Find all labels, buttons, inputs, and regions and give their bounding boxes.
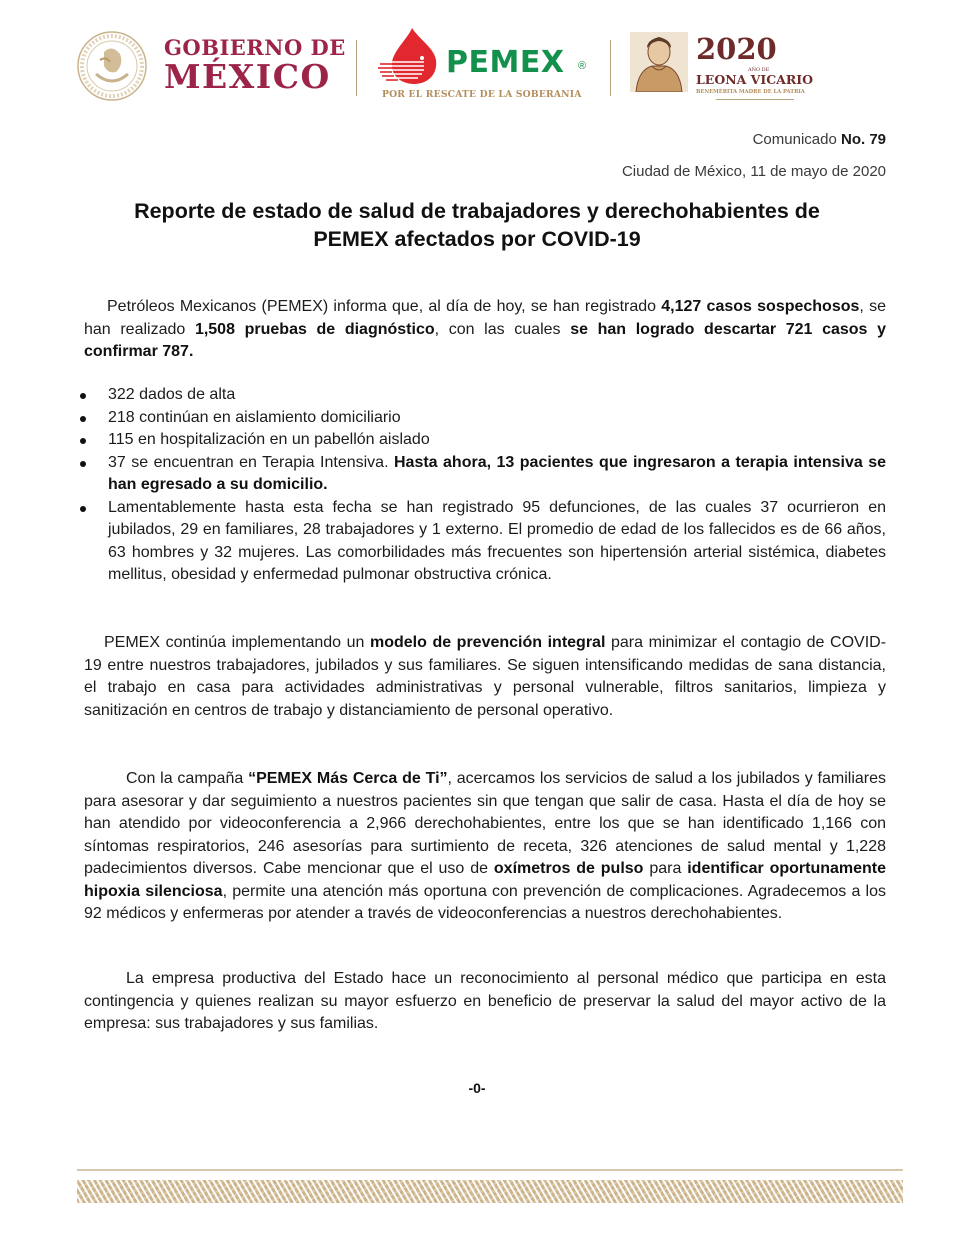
footer-decorative-pattern bbox=[77, 1180, 903, 1203]
footer-divider bbox=[77, 1169, 903, 1171]
bullet-icon bbox=[80, 506, 86, 512]
paragraph-acknowledgement bbox=[84, 968, 886, 1036]
text-run: Con la campaña bbox=[126, 770, 249, 787]
list-item bbox=[84, 429, 886, 452]
pemex-slogan: POR EL RESCATE DE LA SOBERANIA bbox=[382, 89, 582, 100]
letterhead bbox=[72, 22, 812, 108]
list-item-text: 115 en hospitalización en un pabellón aislado bbox=[108, 431, 430, 448]
paragraph-prevention bbox=[84, 632, 886, 722]
paragraph-campaign bbox=[84, 768, 886, 926]
list-item-text: Lamentablemente hasta esta fecha se han registrado 95 defunciones, de las cuales 37 ocurrieron en jubilados, 29 en familiares, 28 trabajadores y 1 externo. El promedio de edad de los fallecidos es de 66 años, 63 hombres y 32 mujeres. Las comorbilidades más frecuentes son hipertensión arterial sistémica, diabetes mellitus, obesidad y enfermedad pulmonar obstructiva crónica. bbox=[108, 498, 886, 583]
list-item-text: 37 se encuentran en Terapia Intensiva. bbox=[108, 453, 394, 471]
bold-run: modelo de prevención integral bbox=[369, 634, 606, 651]
pemex-logo bbox=[378, 28, 598, 108]
list-item-text: 218 continúan en aislamiento domiciliario bbox=[108, 408, 401, 426]
list-item-bold: Hasta ahora, 13 pacientes que ingresaron a terapia intensiva se han egresado a su domicilio. bbox=[108, 453, 886, 493]
end-of-document-mark: -0- bbox=[468, 1080, 486, 1096]
leona-vicario-2020-logo bbox=[630, 32, 820, 108]
text-run: para bbox=[643, 860, 688, 877]
registered-trademark-icon: ® bbox=[578, 60, 587, 72]
text-run: , con las cuales bbox=[434, 320, 571, 338]
text-run: , acercamos los servicios de salud a los jubilados y familiares para asesorar y dar seguimiento a nuestros pacientes sin que tengan que salir de casa. Hasta el día de hoy se han atendido por videoconferencia a 2,966 derechohabientes, entre los que se han identificado 1,166 con síntomas respiratorios, 246 asesorías para surtimiento de receta, 326 atenciones de salud mental y 1,228 padecimientos diversos. Cabe mencionar que el uso de bbox=[84, 770, 886, 877]
leona-ano-de: AÑO DE bbox=[748, 67, 770, 73]
document-title bbox=[50, 197, 904, 253]
bullet-icon bbox=[80, 416, 86, 422]
leona-name: LEONA VICARIO bbox=[696, 72, 813, 87]
paragraph-intro bbox=[84, 296, 886, 364]
leona-year: 2020 bbox=[696, 32, 777, 66]
logo-divider bbox=[356, 40, 357, 96]
text-run: Petróleos Mexicanos (PEMEX) informa que, al día de hoy, se han registrado bbox=[107, 298, 662, 315]
date-line: Ciudad de México, 11 de mayo de 2020 bbox=[621, 163, 886, 180]
gobierno-de-mexico-logo bbox=[164, 35, 346, 96]
comunicado-value: No. 79 bbox=[840, 131, 886, 148]
status-bullet-list bbox=[84, 384, 886, 587]
text-run: , permite una atención más oportuna con prevención de complicaciones. Agradecemos a los 92 médicos y enfermeras por atender a través de videoconferencias a nuestros derechohabientes. bbox=[84, 882, 887, 922]
list-item bbox=[84, 497, 886, 587]
bold-run: 1,508 pruebas de diagnóstico bbox=[194, 320, 435, 338]
text-run: La empresa productiva del Estado hace un reconocimiento al personal médico que participa en esta contingencia y quienes realizan su mayor esfuerzo en beneficio de preservar la salud del mayor activo de la empresa: sus trabajadores y sus familias. bbox=[84, 970, 886, 1032]
bullet-icon bbox=[80, 393, 86, 399]
comunicado-number bbox=[753, 131, 886, 148]
bold-run: oxímetros de pulso bbox=[493, 860, 644, 877]
text-run: PEMEX continúa implementando un bbox=[104, 634, 370, 651]
list-item bbox=[84, 407, 886, 430]
pemex-wordmark: PEMEX bbox=[446, 45, 565, 80]
bullet-icon bbox=[80, 461, 86, 467]
gobierno-logo-line2: MÉXICO bbox=[164, 57, 331, 96]
leona-rule bbox=[716, 99, 794, 100]
bold-run: “PEMEX Más Cerca de Ti” bbox=[248, 770, 448, 787]
pemex-eagle-drop-icon bbox=[378, 28, 440, 84]
comunicado-label: Comunicado bbox=[752, 131, 837, 148]
bold-run: se han logrado descartar 721 casos y confirmar 787. bbox=[84, 320, 887, 360]
mexican-coat-of-arms-icon bbox=[76, 30, 148, 102]
gobierno-logo-line1: GOBIERNO DE bbox=[164, 35, 346, 60]
text-run: para minimizar el contagio de COVID-19 entre nuestros trabajadores, jubilados y sus familiares. Se siguen intensificando medidas de sana distancia, el trabajo en casa para actividades administrativas y personal vulnerable, filtros sanitarios, limpieza y sanitización en centros de trabajo y distanciamiento de personal operativo. bbox=[84, 634, 887, 719]
bold-run: 4,127 casos sospechosos bbox=[661, 298, 860, 315]
leona-subtitle: BENEMÉRITA MADRE DE LA PATRIA bbox=[696, 89, 805, 95]
list-item bbox=[84, 452, 886, 497]
list-item-text: 322 dados de alta bbox=[108, 386, 236, 403]
title-line2: PEMEX afectados por COVID-19 bbox=[313, 227, 641, 251]
bold-run: identificar oportunamente hipoxia silenciosa bbox=[84, 860, 887, 900]
leona-vicario-portrait-icon bbox=[630, 32, 688, 92]
logo-divider bbox=[610, 40, 611, 96]
title-line1: Reporte de estado de salud de trabajadores y derechohabientes de bbox=[134, 199, 820, 223]
bullet-icon bbox=[80, 438, 86, 444]
list-item bbox=[84, 384, 886, 407]
text-run: , se han realizado bbox=[84, 298, 886, 338]
